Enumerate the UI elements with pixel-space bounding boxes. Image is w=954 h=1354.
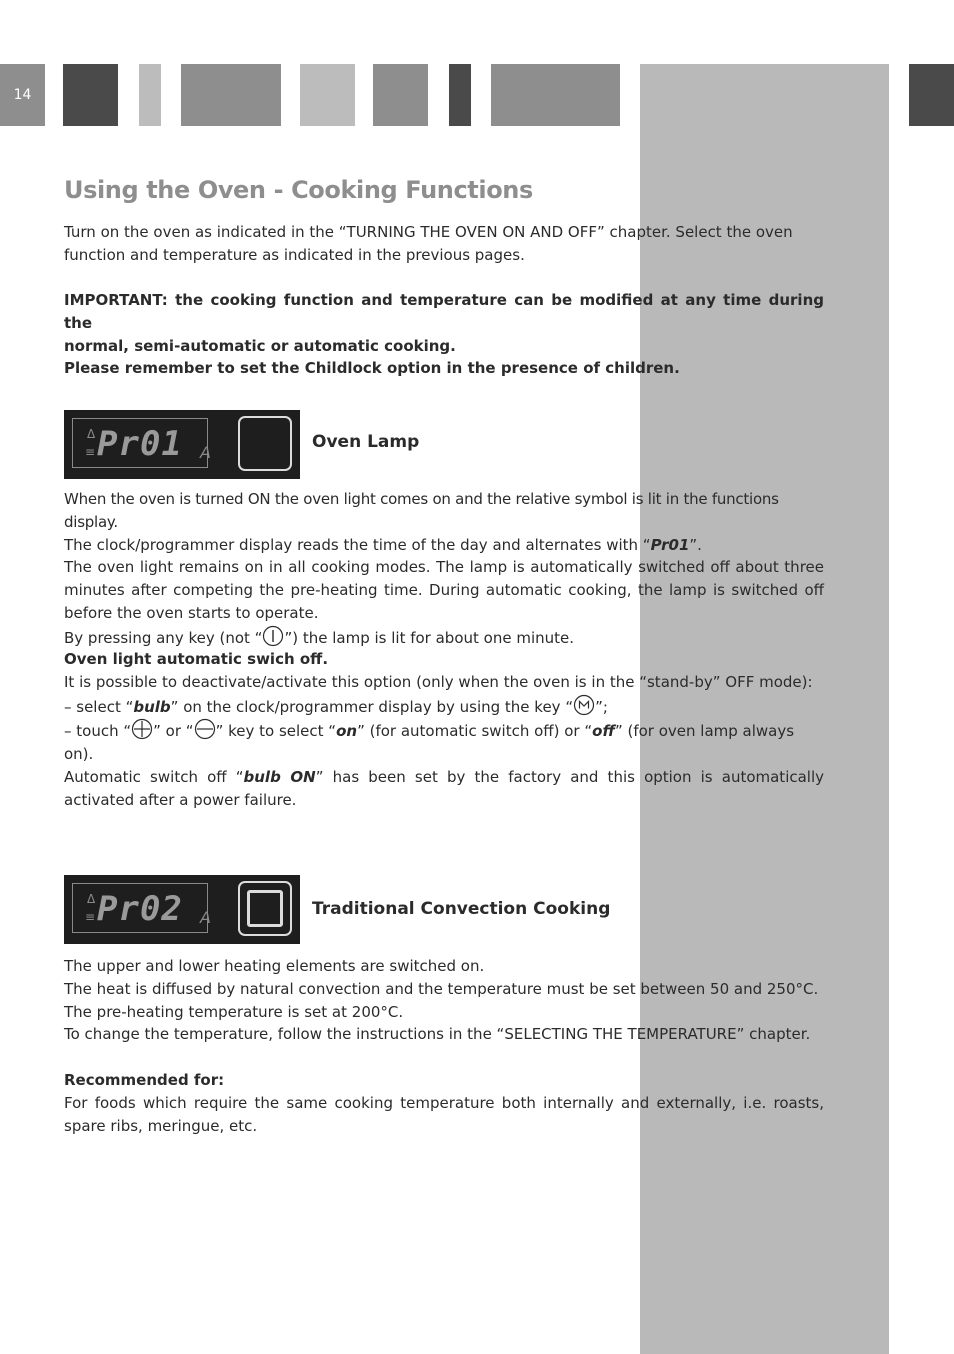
header-block xyxy=(139,64,161,126)
text-run: The clock/programmer display reads the time of the day and alternates with “ xyxy=(64,535,651,554)
convection-text xyxy=(64,955,824,1046)
page-number: 14 xyxy=(0,64,45,126)
oven-lamp-line xyxy=(64,625,824,650)
oven-lamp-line xyxy=(64,534,824,557)
function-button xyxy=(238,416,292,471)
intro-line: function and temperature as indicated in the previous pages. xyxy=(64,245,525,264)
oven-lamp-line: When the oven is turned ON the oven light comes on and the relative symbol is lit in the functions display. xyxy=(64,490,779,531)
oven-lamp-text xyxy=(64,488,824,650)
header-block xyxy=(373,64,428,126)
convection-line: The pre-heating temperature is set at 200°C. xyxy=(64,1002,404,1021)
display-code: off xyxy=(592,722,615,741)
display-panel-pr01 xyxy=(64,410,300,479)
text-run: ” key to select “ xyxy=(215,722,337,741)
text-run: ” (for automatic switch off) or “ xyxy=(357,722,593,741)
recommended-text xyxy=(64,1069,824,1137)
header-block xyxy=(449,64,471,126)
function-button xyxy=(238,881,292,936)
display-code: bulb xyxy=(133,697,171,716)
text-run: ” (for oven lamp always on). xyxy=(64,722,795,764)
text-run: ” on the clock/programmer display by using the key “ xyxy=(170,697,574,716)
text-run: By pressing any key (not “ xyxy=(64,628,263,647)
recommended-line: For foods which require the same cooking temperature both internally and externally, i.e. roasts, spare ribs, meringue, etc. xyxy=(64,1093,824,1135)
convection-line: The upper and lower heating elements are switched on. xyxy=(64,957,485,975)
important-line: IMPORTANT: the cooking function and temperature can be modified at any time during the xyxy=(64,291,824,332)
bell-icon: Δ xyxy=(87,427,96,441)
display-screen xyxy=(72,418,211,468)
sub-heading: Oven light automatic swich off. xyxy=(64,650,329,668)
display-code: bulb ON xyxy=(243,767,316,786)
display-code: on xyxy=(336,722,358,741)
important-line: normal, semi-automatic or automatic cooking. xyxy=(64,336,456,355)
section-heading-convection: Traditional Convection Cooking xyxy=(312,899,611,919)
text-run: Automatic switch off “ xyxy=(64,767,244,786)
display-auto-symbol: A xyxy=(200,908,211,927)
menu-key-icon xyxy=(573,694,595,716)
display-screen xyxy=(72,883,211,933)
heat-icon: ≡ xyxy=(85,445,96,459)
text-run: ”; xyxy=(595,697,608,716)
important-line: Please remember to set the Childlock option in the presence of children. xyxy=(64,359,680,378)
header-block xyxy=(491,64,620,126)
auto-line: It is possible to deactivate/activate this option (only when the oven is in the “stand-by” OFF mode): xyxy=(64,672,813,691)
plus-key-icon xyxy=(131,718,153,740)
header-block xyxy=(909,64,954,126)
convection-line: To change the temperature, follow the instructions in the “SELECTING THE TEMPERATURE” chapter. xyxy=(64,1025,811,1044)
text-run: ” has been set by the factory and this option is automatically activated after a power failure. xyxy=(64,767,825,809)
text-run: ”. xyxy=(689,535,702,554)
header-block xyxy=(63,64,118,126)
section-heading-oven-lamp: Oven Lamp xyxy=(312,432,420,452)
minus-key-icon xyxy=(194,718,216,740)
auto-line xyxy=(64,766,824,812)
page-title: Using the Oven - Cooking Functions xyxy=(64,176,533,204)
power-key-icon xyxy=(262,625,284,647)
text-run: ” or “ xyxy=(153,722,194,741)
convection-symbol-icon xyxy=(247,890,283,927)
text-run: ”) the lamp is lit for about one minute. xyxy=(284,628,575,647)
convection-line: The heat is diffused by natural convection and the temperature must be set between 50 and 250°C. xyxy=(64,979,819,998)
oven-lamp-line: The oven light remains on in all cooking modes. The lamp is automatically switched off about three minutes after competing the pre-heating time. During automatic cooking, the lamp is switched off before the oven starts to operate. xyxy=(64,558,824,622)
intro-line: Turn on the oven as indicated in the “TURNING THE OVEN ON AND OFF” chapter. Select the oven xyxy=(64,223,793,241)
display-auto-symbol: A xyxy=(200,443,211,462)
display-code: Pr01 xyxy=(650,535,690,554)
display-readout: Pr01 xyxy=(97,424,183,464)
header-block xyxy=(300,64,355,126)
display-panel-pr02 xyxy=(64,875,300,944)
bell-icon: Δ xyxy=(87,892,96,906)
heat-icon: ≡ xyxy=(85,910,96,924)
display-readout: Pr02 xyxy=(97,889,183,929)
important-notice xyxy=(64,289,824,380)
intro-paragraph xyxy=(64,221,824,267)
auto-switch-off-text xyxy=(64,648,824,812)
auto-line xyxy=(64,718,824,766)
recommended-heading: Recommended for: xyxy=(64,1071,225,1089)
auto-line xyxy=(64,694,824,719)
header-block xyxy=(181,64,281,126)
text-run: – touch “ xyxy=(64,722,132,741)
text-run: – select “ xyxy=(64,697,134,716)
